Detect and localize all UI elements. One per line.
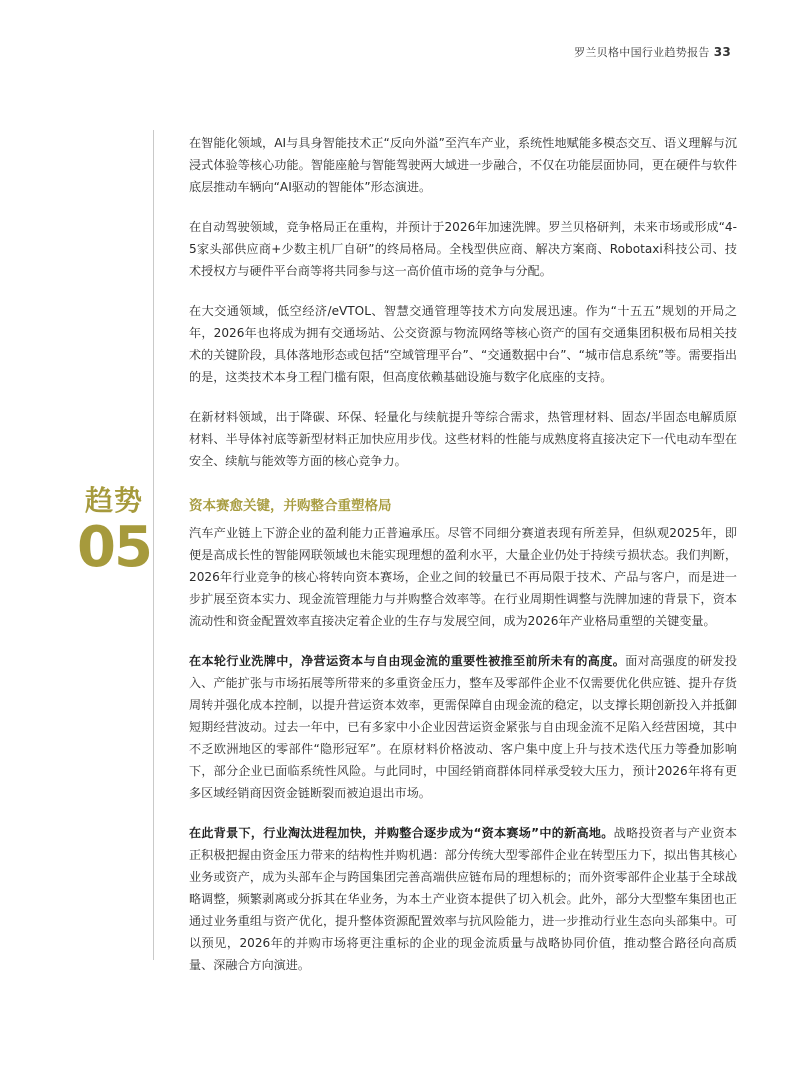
intro-paragraph-ai: 在智能化领域，AI与具身智能技术正“反向外溢”至汽车产业，系统性地赋能多模态交互、语义理解与沉浸式体验等核心功能。智能座舱与智能驾驶两大域进一步融合，不仅在功能层面协同，更在硬件与软件底层推动车辆向“AI驱动的智能体”形态演进。 <box>189 136 737 194</box>
header-title: 罗兰贝格中国行业趋势报告 <box>574 46 710 59</box>
trend-paragraph-2-body: 面对高强度的研发投入、产能扩张与市场拓展等所带来的多重资金压力，整车及零部件企业不仅需要优化供应链、提升存货周转并强化成本控制，以提升营运资本效率，更需保障自由现金流的稳定，以支撑长期创新投入并抵御短期经营波动。过去一年中，已有多家中小企业因营运资金紧张与自由现金流不足陷入经营困境，其中不乏欧洲地区的零部件“隐形冠军”。在原材料价格波动、客户集中度上升与技术迭代压力等叠加影响下，部分企业已面临系统性风险。与此同时，中国经销商群体同样承受较大压力，预计2026年将有更多区域经销商因资金链断裂而被迫退出市场。 <box>189 654 737 800</box>
page-number: 33 <box>713 45 731 59</box>
intro-paragraph-transport: 在大交通领域，低空经济/eVTOL、智慧交通管理等技术方向发展迅速。作为“十五五”规划的开局之年，2026年也将成为拥有交通场站、公交资源与物流网络等核心资产的国有交通集团积极布局相关技术的关键阶段，具体落地形态或包括“空域管理平台”、“交通数据中台”、“城市信息系统”等。需要指出的是，这类技术本身工程门槛有限，但高度依赖基础设施与数字化底座的支持。 <box>189 304 737 384</box>
intro-paragraph-autonomous: 在自动驾驶领域，竞争格局正在重构，并预计于2026年加速洗牌。罗兰贝格研判，未来市场或形成“4-5家头部供应商+少数主机厂自研”的终局格局。全栈型供应商、解决方案商、Robotaxi科技公司、技术授权方与硬件平台商等将共同参与这一高价值市场的竞争与分配。 <box>189 220 737 278</box>
trend-section-title: 资本赛愈关键，并购整合重塑格局 <box>189 498 392 514</box>
trend-paragraph-3-body: 战略投资者与产业资本正积极把握由资金压力带来的结构性并购机遇：部分传统大型零部件企业在转型压力下，拟出售其核心业务或资产，成为头部车企与跨国集团完善高端供应链布局的理想标的；而外资零部件企业基于全球战略调整，频繁剥离或分拆其在华业务，为本土产业资本提供了切入机会。此外，部分大型整车集团也正通过业务重组与资产优化，提升整体资源配置效率与抗风险能力，进一步推动行业生态向头部集中。可以预见，2026年的并购市场将更注重标的企业的现金流质量与战略协同价值，推动整合路径向高质量、深融合方向演进。 <box>189 826 737 972</box>
trend-paragraph-3-lead: 在此背景下，行业淘汰进程加快，并购整合逐步成为“资本赛场”中的新高地。 <box>189 826 614 840</box>
trend-badge <box>76 484 152 578</box>
trend-paragraph-2 <box>189 650 737 804</box>
trend-paragraph-1: 汽车产业链上下游企业的盈利能力正普遍承压。尽管不同细分赛道表现有所差异，但纵观2025年，即便是高成长性的智能网联领域也未能实现理想的盈利水平，大量企业仍处于持续亏损状态。我们判断，2026年行业竞争的核心将转向资本赛场，企业之间的较量已不再局限于技术、产品与客户，而是进一步扩展至资本实力、现金流管理能力与并购整合效率等。在行业周期性调整与洗牌加速的背景下，资本流动性和资金配置效率直接决定着企业的生存与发展空间，成为2026年产业格局重塑的关键变量。 <box>189 526 737 628</box>
trend-paragraph-2-lead: 在本轮行业洗牌中，净营运资本与自由现金流的重要性被推至前所未有的高度。 <box>189 654 626 668</box>
trend-label: 趋势 <box>84 484 143 517</box>
running-header <box>574 44 731 60</box>
body-content <box>189 132 737 994</box>
trend-paragraph-3 <box>189 822 737 976</box>
vertical-divider <box>153 130 154 960</box>
trend-number: 05 <box>77 515 151 580</box>
intro-paragraph-materials: 在新材料领域，出于降碳、环保、轻量化与续航提升等综合需求，热管理材料、固态/半固态电解质原材料、半导体衬底等新型材料正加快应用步伐。这些材料的性能与成熟度将直接决定下一代电动车型在安全、续航与能效等方面的核心竞争力。 <box>189 410 737 468</box>
